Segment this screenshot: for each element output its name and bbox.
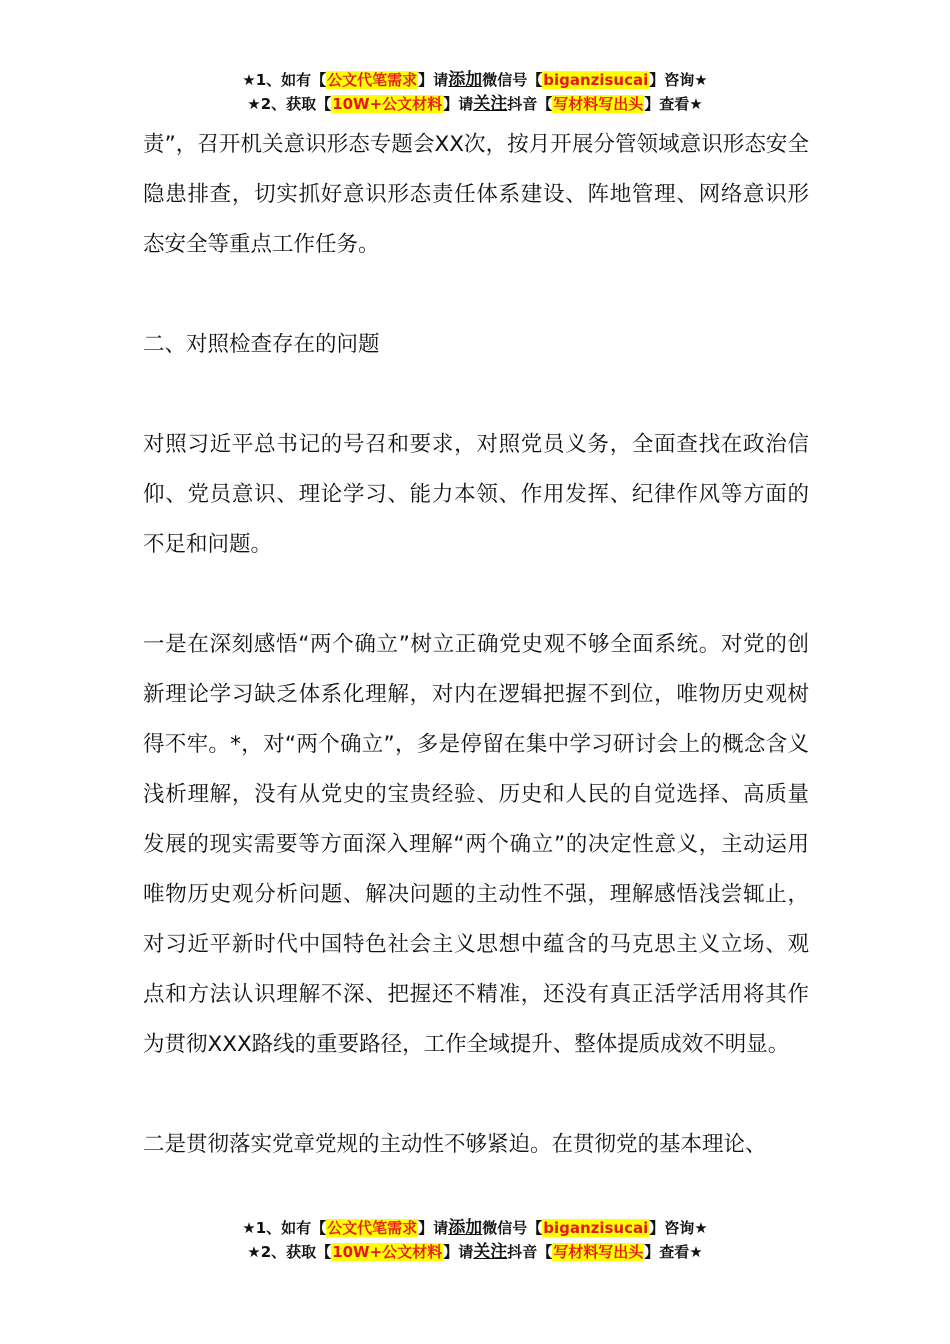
banner-text: ★2、获取【 xyxy=(247,95,332,113)
paragraph-gap xyxy=(143,270,809,320)
banner-text: 】请 xyxy=(443,95,474,113)
banner-line-2 xyxy=(0,92,950,116)
banner-highlight: 10W+公文材料 xyxy=(332,1243,443,1261)
banner-line-1 xyxy=(0,68,950,92)
banner-text: 】请 xyxy=(418,1219,449,1237)
banner-text: 】咨询★ xyxy=(649,71,708,89)
banner-highlight: biganzisucai xyxy=(543,1219,649,1237)
banner-text: 】查看★ xyxy=(644,1243,703,1261)
banner-text: 】咨询★ xyxy=(649,1219,708,1237)
banner-highlight: biganzisucai xyxy=(543,71,649,89)
banner-highlight: 写材料写出头 xyxy=(553,95,644,113)
paragraph-gap xyxy=(143,370,809,420)
banner-text: 微信号【 xyxy=(482,1219,543,1237)
section-heading: 二、对照检查存在的问题 xyxy=(143,332,380,357)
banner-emphasis: 添加 xyxy=(448,70,483,90)
paragraph-gap xyxy=(143,1070,809,1120)
banner-text: 抖音【 xyxy=(507,1243,553,1261)
paragraph-point-2: 二是贯彻落实党章党规的主动性不够紧迫。在贯彻党的基本理论、 xyxy=(143,1132,767,1157)
paragraph-gap xyxy=(143,570,809,620)
banner-highlight: 10W+公文材料 xyxy=(332,95,443,113)
banner-text: ★2、获取【 xyxy=(247,1243,332,1261)
banner-text: 】查看★ xyxy=(644,95,703,113)
banner-line-2 xyxy=(0,1240,950,1264)
banner-text: 】请 xyxy=(443,1243,474,1261)
paragraph-point-1: 一是在深刻感悟“两个确立”树立正确党史观不够全面系统。对党的创新理论学习缺乏体系化理解，对内在逻辑把握不到位，唯物历史观树得不牢。*，对“两个确立”，多是停留在集中学习研讨会上的概念含义浅析理解，没有从党史的宝贵经验、历史和人民的自觉选择、高质量发展的现实需要等方面深入理解“两个确立”的决定性意义，主动运用唯物历史观分析问题、解决问题的主动性不强，理解感悟浅尝辄止，对习近平新时代中国特色社会主义思想中蕴含的马克思主义立场、观点和方法认识理解不深、把握还不精准，还没有真正活学活用将其作为贯彻XXX路线的重要路径，工作全域提升、整体提质成效不明显。 xyxy=(143,632,809,1057)
banner-emphasis: 添加 xyxy=(448,1218,483,1238)
banner-highlight: 写材料写出头 xyxy=(553,1243,644,1261)
banner-highlight: 公文代笔需求 xyxy=(327,71,418,89)
banner-emphasis: 关注 xyxy=(473,1242,508,1262)
banner-text: 】请 xyxy=(418,71,449,89)
paragraph-overview: 对照习近平总书记的号召和要求，对照党员义务，全面查找在政治信仰、党员意识、理论学习、能力本领、作用发挥、纪律作风等方面的不足和问题。 xyxy=(143,432,809,557)
footer-banner xyxy=(0,1216,950,1264)
banner-text: 微信号【 xyxy=(482,71,543,89)
paragraph-intro: 责”，召开机关意识形态专题会XX次，按月开展分管领域意识形态安全隐患排查，切实抓好意识形态责任体系建设、阵地管理、网络意识形态安全等重点工作任务。 xyxy=(143,132,809,257)
banner-text: 抖音【 xyxy=(507,95,553,113)
header-banner xyxy=(0,68,950,116)
banner-line-1 xyxy=(0,1216,950,1240)
banner-text: ★1、如有【 xyxy=(242,71,327,89)
banner-text: ★1、如有【 xyxy=(242,1219,327,1237)
document-body xyxy=(143,120,809,1170)
banner-highlight: 公文代笔需求 xyxy=(327,1219,418,1237)
banner-emphasis: 关注 xyxy=(473,94,508,114)
